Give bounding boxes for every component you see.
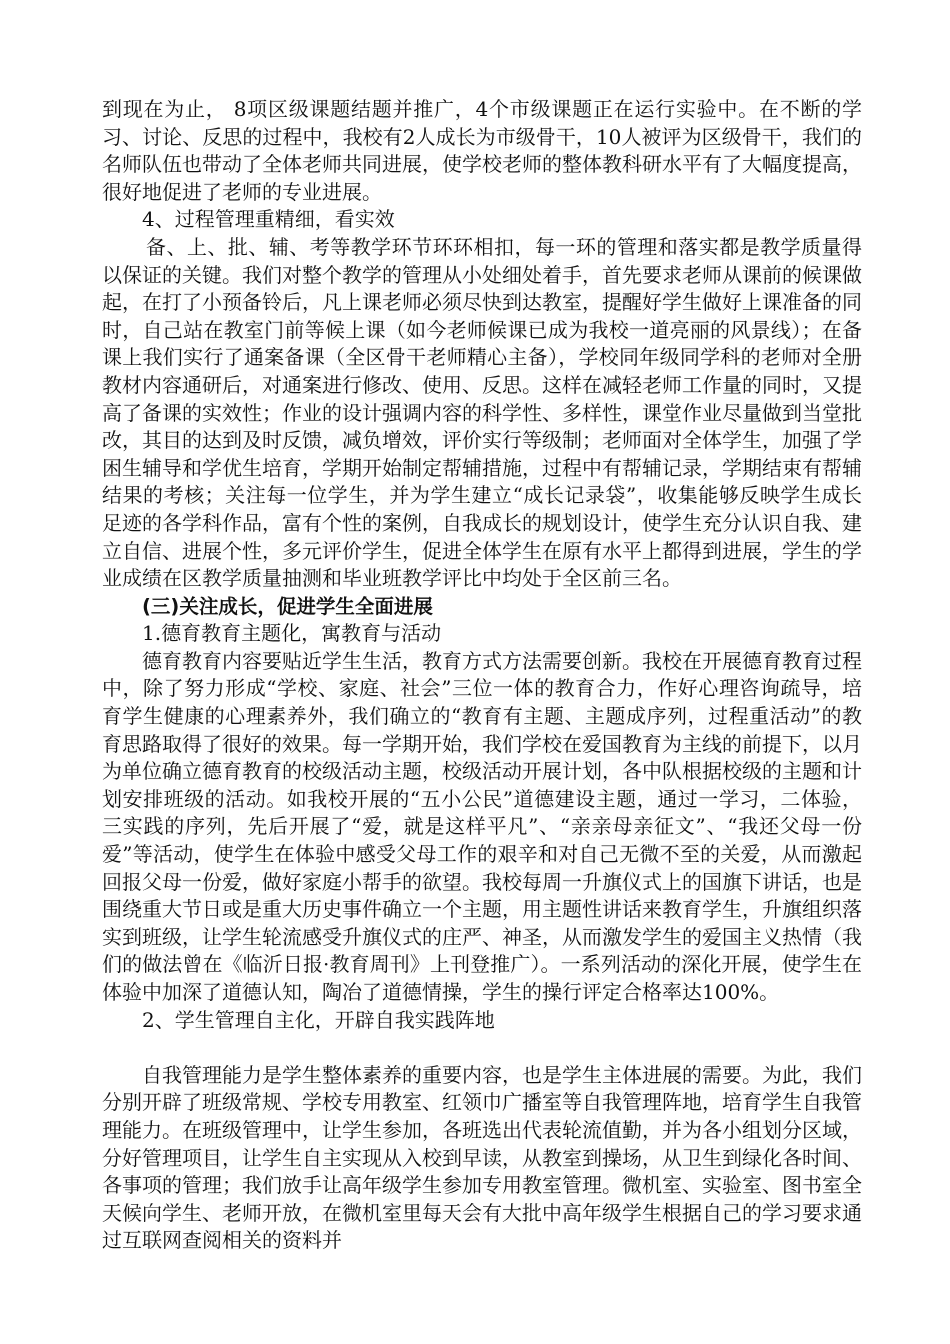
paragraph-moral-education: 德育教育内容要贴近学生生活，教育方式方法需要创新。我校在开展德育教育过程中，除了努力形成“学校、家庭、社会”三位一体的教育合力，作好心理咨询疏导，培育学生健康的心理素养外，我们确立的“教育有主题、主题成序列，过程重活动”的教育思路取得了很好的效果。每一学期开始，我们学校在爱国教育为主线的前提下，以月为单位确立德育教育的校级活动主题，校级活动开展计划，各中队根据校级的主题和计划安排班级的活动。如我校开展的“五小公民”道德建设主题，通过一学习，二体验，三实践的序列，先后开展了“爱，就是这样平凡”、“亲亲母亲征文”、“我还父母一份爱”等活动，使学生在体验中感受父母工作的艰辛和对自己无微不至的关爱，从而激起回报父母一份爱，做好家庭小帮手的欲望。我校每周一升旗仪式上的国旗下讲话，也是围绕重大节日或是重大历史事件确立一个主题，用主题性讲话来教育学生，升旗组织落实到班级，让学生轮流感受升旗仪式的庄严、神圣，从而激发学生的爱国主义热情（我们的做法曾在《临沂日报·教育周刊》上刊登推广）。一系列活动的深化开展，使学生在体验中加深了道德认知，陶冶了道德情操，学生的操行评定合格率达100%。: [102, 648, 862, 1004]
paragraph-teaching-process: 备、上、批、辅、考等教学环节环环相扣，每一环的管理和落实都是教学质量得以保证的关键。我们对整个教学的管理从小处细处着手，首先要求老师从课前的候课做起，在打了小预备铃后，凡上课老师必须尽快到达教室，提醒好学生做好上课准备的同时，自己站在教室门前等候上课（如今老师候课已成为我校一道亮丽的风景线）；在备课上我们实行了通案备课（全区骨干老师精心主备），学校同年级同学科的老师对全册教材内容通研后，对通案进行修改、使用、反思。这样在减轻老师工作量的同时，又提高了备课的实效性；作业的设计强调内容的科学性、多样性，课堂作业尽量做到当堂批改，其目的达到及时反馈，减负增效，评价实行等级制；老师面对全体学生，加强了学困生辅导和学优生培育，学期开始制定帮辅措施，过程中有帮辅记录，学期结束有帮辅结果的考核；关注每一位学生，并为学生建立“成长记录袋”，收集能够反映学生成长足迹的各学科作品，富有个性的案例，自我成长的规划设计，使学生充分认识自我、建立自信、进展个性，多元评价学生，促进全体学生在原有水平上都得到进展，学生的学业成绩在区教学质量抽测和毕业班教学评比中均处于全区前三名。: [102, 234, 862, 591]
heading-moral-education: 1.德育教育主题化，寓教育与活动: [142, 621, 442, 646]
heading-process-management: 4、过程管理重精细，看实效: [142, 207, 395, 232]
paragraph-self-management: 自我管理能力是学生整体素养的重要内容，也是学生主体进展的需要。为此，我们分别开辟了班级常规、学校专用教室、红领巾广播室等自我管理阵地，培育学生自我管理能力。在班级管理中，让学生参加，各班选出代表轮流值勤，并为各小组划分区域，分好管理项目，让学生自主实现从入校到早读，从教室到操场，从卫生到绿化各时间、各事项的管理；我们放手让高年级学生参加专用教室管理。微机室、实验室、图书室全天候向学生、老师开放，在微机室里每天会有大批中高年级学生根据自己的学习要求通过互联网查阅相关的资料并: [102, 1062, 862, 1253]
section-heading-student-growth: (三)关注成长，促进学生全面进展: [142, 594, 433, 618]
paragraph-research-results: 到现在为止， 8项区级课题结题并推广，4个市级课题正在运行实验中。在不断的学习、讨论、反思的过程中，我校有2人成长为市级骨干，10人被评为区级骨干，我们的名师队伍也带动了全体老师共同进展，使学校老师的整体教科研水平有了大幅度提高，很好地促进了老师的专业进展。: [102, 97, 862, 204]
document-page: [102, 96, 862, 1255]
heading-student-self-management: 2、学生管理自主化，开辟自我实践阵地: [142, 1007, 495, 1032]
blank-line: [102, 1034, 862, 1062]
